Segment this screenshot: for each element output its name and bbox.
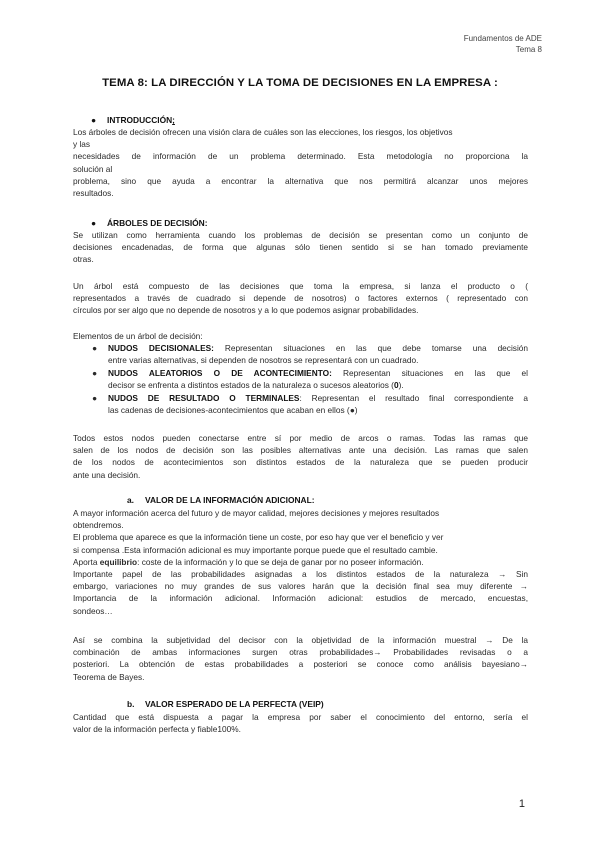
document-title: TEMA 8: LA DIRECCIÓN Y LA TOMA DE DECISIONES EN LA EMPRESA : xyxy=(102,77,498,89)
section-heading-introduccion: ● INTRODUCCIÓN; xyxy=(91,115,175,125)
section-heading-veip: b. VALOR ESPERADO DE LA PERFECTA (VEIP) xyxy=(127,699,324,709)
bullet-icon: ● xyxy=(91,115,97,125)
list-item-nudos-aleatorios: ● NUDOS ALEATORIOS O DE ACONTECIMIENTO: Representan situaciones en las que el decisor se enfrenta a distintos estados de la naturaleza o sucesos aleatorios (0). xyxy=(92,368,528,391)
bayes-paragraph: Así se combina la subjetividad del decisor con la objetividad de la información muestral → De la combinación de ambas informaciones surgen otras probabilidades→ Probabilidades revisadas o a posteriori. La obtención de estas probabilidades a posteriori se conoce como análisis bayesiano→ Teorema de Bayes. xyxy=(73,635,528,682)
page-number: 1 xyxy=(518,798,525,810)
nodes-paragraph: Todos estos nodos pueden conectarse entre sí por medio de arcos o ramas. Todas las ramas que salen de los nodos de decisión son las posibles alternativas ante una decisión. Las ramas que salen de los nodos de acontecimientos son distintos estados de la naturaleza que se pueden producir ante una decisión. xyxy=(73,433,528,480)
intro-paragraph: Los árboles de decisión ofrecen una visión clara de cuáles son las elecciones, los riesgos, los objetivos y las necesidades de información de un problema determinado. Esta metodología no proporciona la solución al problema, sino que ayuda a encontrar la alternativa que nos permitirá alcanzar unos mejores resultados. xyxy=(73,127,528,199)
bullet-icon: ● xyxy=(92,368,98,378)
veip-paragraph: Cantidad que está dispuesta a pagar la empresa por saber el conocimiento del entorno, sería el valor de la información perfecta y fiable100%. xyxy=(73,712,528,735)
terminal-node-symbol: ● xyxy=(349,405,355,416)
random-node-symbol: 0 xyxy=(393,380,399,391)
tree-composition-paragraph: Un árbol está compuesto de las decisiones que toma la empresa, si lanza el producto o ( representados a través de cuadrado si depende de nosotros) o factores externos ( representado con círculos por ser algo que no depende de nosotros y a lo que podemos asignar probabilidades. xyxy=(73,281,528,316)
header-topic: Tema 8 xyxy=(515,44,542,54)
section-heading-arboles: ● ÁRBOLES DE DECISIÓN: xyxy=(91,218,208,228)
list-item-nudos-resultado: ● NUDOS DE RESULTADO O TERMINALES: Representan el resultado final correspondiente a las cadenas de decisiones-acontecimientos que acaban en ellos (●) xyxy=(92,393,528,416)
trees-paragraph: Se utilizan como herramienta cuando los problemas de decisión se presentan como un conjunto de decisiones encadenadas, de forma que algunas sólo tienen sentido si se han tomado previamente otras. xyxy=(73,230,528,265)
info-value-paragraph: A mayor información acerca del futuro y de mayor calidad, mejores decisiones y mejores resultados obtendremos. El problema que aparece es que la información tiene un coste, por eso hay que ver el beneficio y ver si compensa .Esta información adicional es muy importante porque puede que el resultado cambie. Aporta equilibrio: coste de la información y lo que se deja de ganar por no poseer información. Importante papel de las probabilidades asignadas a los distintos estados de la naturaleza → Sin embargo, variaciones no muy grandes de sus valores harán que la decisión final sea muy diferente → Importancia de la información adicional. Información adicional: estudios de mercado, encuestas, sondeos… xyxy=(73,508,528,616)
list-item-nudos-decisionales: ● NUDOS DECISIONALES: Representan situaciones en las que debe tomarse una decisión entre varias alternativas, si dependen de nosotros se representará con un cuadrado. xyxy=(92,343,529,366)
elements-intro: Elementos de un árbol de decisión: xyxy=(73,331,203,341)
page-header xyxy=(464,34,542,55)
bullet-icon: ● xyxy=(92,393,98,403)
bullet-icon: ● xyxy=(91,218,97,228)
header-course: Fundamentos de ADE xyxy=(463,34,542,43)
section-heading-valor-informacion: a. VALOR DE LA INFORMACIÓN ADICIONAL: xyxy=(127,495,315,505)
bullet-icon: ● xyxy=(92,343,98,353)
